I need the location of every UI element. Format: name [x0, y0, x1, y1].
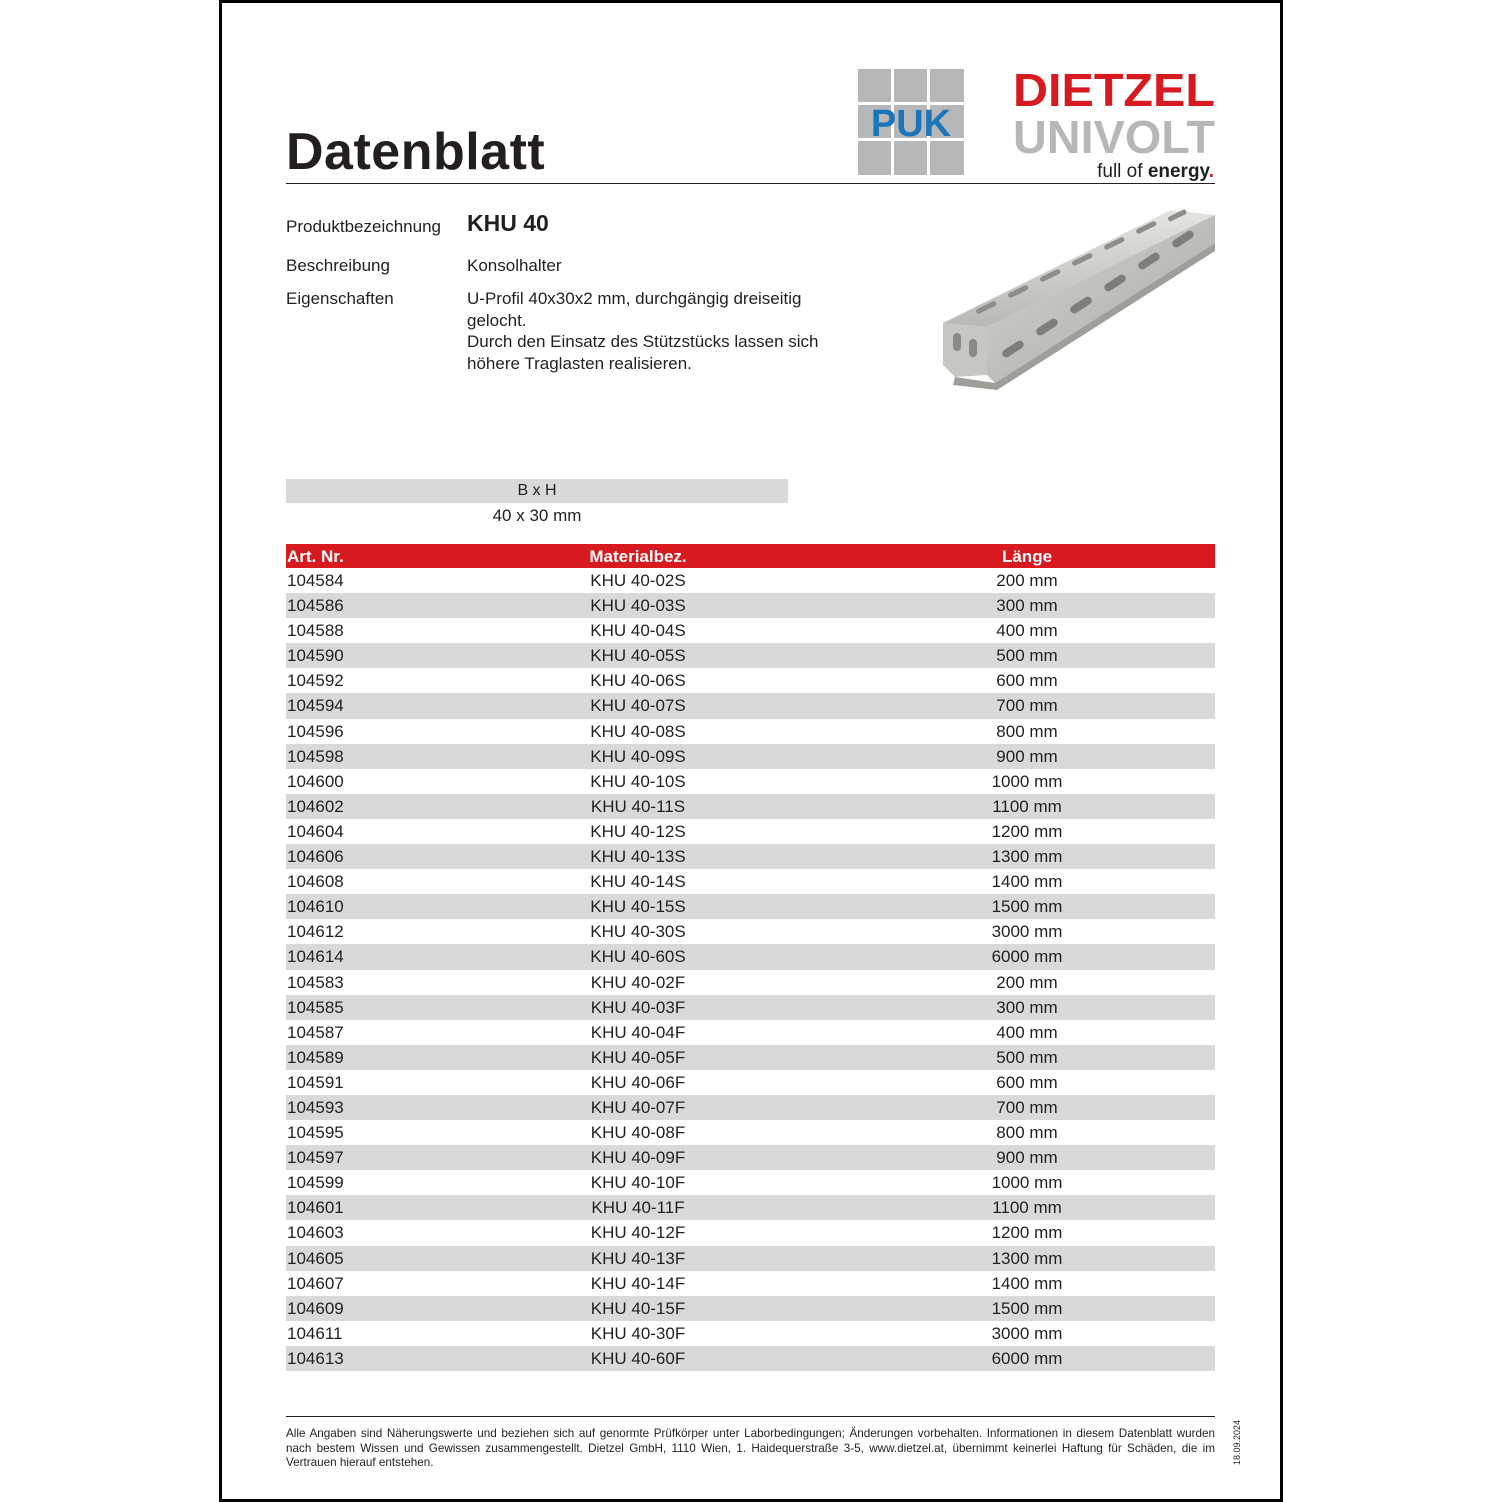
cell-length: 300 mm [996, 596, 1058, 616]
cell-length: 1500 mm [991, 897, 1063, 917]
header-length: Länge [1001, 547, 1053, 566]
cell-art-nr: 104614 [287, 947, 344, 967]
cell-length: 700 mm [996, 1097, 1058, 1117]
cell-material: KHU 40-10F [590, 1173, 686, 1193]
cell-art-nr: 104592 [287, 671, 344, 691]
cell-art-nr: 104597 [287, 1148, 344, 1168]
cell-material: KHU 40-02S [590, 571, 686, 590]
cell-material: KHU 40-09F [590, 1148, 686, 1168]
cell-length: 6000 mm [991, 947, 1063, 967]
cell-art-nr: 104591 [287, 1072, 344, 1092]
cell-length: 400 mm [996, 1022, 1058, 1042]
table-row [286, 919, 1215, 944]
cell-art-nr: 104605 [287, 1248, 344, 1268]
cell-length: 1100 mm [992, 796, 1062, 816]
cell-material: KHU 40-04F [590, 1022, 686, 1042]
table-row [286, 643, 1215, 668]
cell-length: 200 mm [996, 972, 1058, 992]
cell-material: KHU 40-10S [590, 771, 686, 791]
cell-material: KHU 40-14F [590, 1273, 686, 1293]
table-row [286, 1271, 1215, 1296]
cell-material: KHU 40-11F [591, 1198, 685, 1218]
table-row [286, 769, 1215, 794]
cell-art-nr: 104583 [287, 972, 344, 992]
table-row [286, 944, 1215, 969]
dimensions-value: 40 x 30 mm [492, 506, 582, 525]
table-row [286, 819, 1215, 844]
cell-length: 1000 mm [991, 771, 1063, 791]
properties-line: gelocht. [467, 310, 527, 330]
svg-text:full of energy. [1097, 161, 1214, 182]
dietzel-logo-text: DIETZEL [1013, 66, 1215, 116]
cell-art-nr: 104612 [287, 922, 344, 942]
cell-material: KHU 40-08F [590, 1123, 686, 1143]
cell-art-nr: 104585 [287, 997, 344, 1017]
table-header-row [286, 544, 1215, 568]
properties-line: Durch den Einsatz des Stützstücks lassen sich [467, 332, 819, 351]
table-row [286, 1296, 1215, 1321]
table-row [286, 618, 1215, 643]
table-row [286, 1120, 1215, 1145]
table-row [286, 970, 1215, 995]
cell-art-nr: 104595 [287, 1123, 344, 1143]
table-row [286, 794, 1215, 819]
cell-material: KHU 40-60F [590, 1348, 686, 1368]
puk-logo [858, 69, 964, 175]
cell-material: KHU 40-08S [590, 721, 686, 741]
cell-art-nr: 104593 [287, 1097, 344, 1117]
cell-length: 1300 mm [991, 847, 1063, 867]
document-date: 18.09.2024 [1232, 1419, 1242, 1465]
product-name-label: Produktbezeichnung [286, 217, 442, 236]
slogan-dot: . [1208, 161, 1214, 182]
table-row [286, 593, 1215, 618]
cell-material: KHU 40-06F [590, 1072, 686, 1092]
cell-art-nr: 104590 [287, 646, 344, 666]
cell-material: KHU 40-13S [590, 847, 686, 867]
table-row [286, 1170, 1215, 1195]
cell-art-nr: 104608 [287, 872, 344, 892]
slogan-prefix: full of [1097, 161, 1148, 182]
cell-art-nr: 104586 [287, 596, 344, 616]
cell-art-nr: 104613 [287, 1348, 344, 1368]
cell-length: 800 mm [996, 721, 1058, 741]
header-art-nr: Art. Nr. [287, 547, 344, 566]
cell-art-nr: 104589 [287, 1047, 344, 1067]
table-row [286, 719, 1215, 744]
cell-material: KHU 40-02F [590, 972, 686, 992]
cell-material: KHU 40-07F [590, 1097, 686, 1117]
cell-material: KHU 40-11S [590, 796, 686, 816]
cell-length: 1300 mm [991, 1248, 1063, 1268]
cell-material: KHU 40-04S [590, 621, 686, 641]
cell-length: 6000 mm [991, 1348, 1063, 1368]
cell-art-nr: 104604 [287, 821, 344, 841]
table-row [286, 995, 1215, 1020]
article-table [286, 544, 1215, 1371]
table-row [286, 1020, 1215, 1045]
table-row [286, 1246, 1215, 1271]
product-name-value: KHU 40 [467, 210, 549, 236]
cell-material: KHU 40-15F [590, 1298, 686, 1318]
header-material: Materialbez. [589, 547, 687, 566]
cell-length: 1200 mm [991, 1223, 1063, 1243]
product-image [935, 205, 1220, 395]
cell-art-nr: 104600 [287, 771, 344, 791]
cell-length: 600 mm [996, 671, 1058, 691]
properties-line: höhere Traglasten realisieren. [467, 353, 692, 373]
puk-logo-text: PUK [870, 103, 952, 145]
cell-art-nr: 104598 [287, 746, 344, 766]
cell-art-nr: 104611 [287, 1323, 343, 1343]
slogan-bold: energy [1147, 161, 1209, 182]
footer-divider [286, 1416, 1215, 1417]
cell-material: KHU 40-12F [590, 1223, 686, 1243]
cell-length: 1400 mm [991, 1273, 1063, 1293]
table-row [286, 1321, 1215, 1346]
univolt-logo-text: UNIVOLT [1013, 111, 1215, 163]
cell-material: KHU 40-05S [590, 646, 686, 666]
description-label: Beschreibung [286, 256, 390, 275]
properties-line: U-Profil 40x30x2 mm, durchgängig dreiseitig [467, 289, 802, 308]
table-row [286, 1045, 1215, 1070]
cell-material: KHU 40-30S [590, 922, 686, 942]
cell-material: KHU 40-05F [590, 1047, 686, 1067]
footer-disclaimer: Alle Angaben sind Näherungswerte und beziehen sich auf genormte Prüfkörper unter Laborbedingungen; Änderungen vorbehalten. Informationen in diesem Datenblatt wurden nach bestem Wissen und Gewissen zusammengestellt. Dietzel GmbH, 1110 Wien, 1. Haidequerstraße 3-5, www.dietzel.at, übernimmt keinerlei Haftung für Schäden, die im Vertrauen hierauf entstehen. [286, 1427, 1215, 1469]
cell-material: KHU 40-03F [590, 997, 686, 1017]
cell-material: KHU 40-03S [590, 596, 686, 616]
table-row [286, 1220, 1215, 1245]
cell-length: 600 mm [996, 1072, 1058, 1092]
table-body [286, 568, 1215, 1371]
cell-length: 900 mm [996, 1148, 1058, 1168]
cell-art-nr: 104607 [287, 1273, 344, 1293]
cell-art-nr: 104587 [287, 1022, 344, 1042]
table-row [286, 568, 1215, 593]
table-row [286, 1095, 1215, 1120]
cell-length: 1100 mm [992, 1198, 1062, 1218]
cell-material: KHU 40-12S [590, 821, 686, 841]
cell-length: 1400 mm [991, 872, 1063, 892]
cell-art-nr: 104606 [287, 847, 344, 867]
cell-material: KHU 40-06S [590, 671, 686, 691]
table-row [286, 844, 1215, 869]
table-row [286, 894, 1215, 919]
cell-art-nr: 104588 [287, 621, 344, 641]
cell-art-nr: 104596 [287, 721, 344, 741]
cell-length: 300 mm [996, 997, 1058, 1017]
cell-material: KHU 40-14S [590, 872, 686, 892]
cell-length: 1200 mm [991, 821, 1063, 841]
table-row [286, 1070, 1215, 1095]
cell-length: 3000 mm [991, 922, 1063, 942]
cell-material: KHU 40-60S [590, 947, 686, 967]
cell-art-nr: 104584 [287, 571, 344, 590]
cell-length: 200 mm [996, 571, 1058, 590]
properties-value [467, 288, 847, 374]
cell-art-nr: 104594 [287, 696, 344, 716]
table-row [286, 668, 1215, 693]
cell-length: 1000 mm [991, 1173, 1063, 1193]
cell-art-nr: 104602 [287, 796, 344, 816]
table-row [286, 693, 1215, 718]
cell-material: KHU 40-09S [590, 746, 686, 766]
cell-length: 700 mm [996, 696, 1058, 716]
cell-art-nr: 104609 [287, 1298, 344, 1318]
cell-length: 500 mm [996, 1047, 1058, 1067]
cell-length: 800 mm [996, 1123, 1058, 1143]
cell-material: KHU 40-07S [590, 696, 686, 716]
table-row [286, 1145, 1215, 1170]
page-title: Datenblatt [286, 123, 546, 181]
cell-length: 400 mm [996, 621, 1058, 641]
table-row [286, 744, 1215, 769]
table-row [286, 1346, 1215, 1371]
cell-length: 1500 mm [991, 1298, 1063, 1318]
cell-art-nr: 104601 [287, 1198, 344, 1218]
cell-material: KHU 40-15S [590, 897, 686, 917]
cell-art-nr: 104599 [287, 1173, 344, 1193]
header-divider [286, 183, 1215, 184]
description-value: Konsolhalter [467, 256, 562, 275]
cell-length: 3000 mm [991, 1323, 1063, 1343]
cell-material: KHU 40-30F [590, 1323, 686, 1343]
cell-material: KHU 40-13F [590, 1248, 686, 1268]
dimensions-header: B x H [286, 479, 788, 503]
cell-art-nr: 104603 [287, 1223, 344, 1243]
properties-label: Eigenschaften [286, 289, 394, 308]
table-row [286, 869, 1215, 894]
cell-length: 500 mm [996, 646, 1058, 666]
dietzel-univolt-logo [1012, 66, 1216, 182]
cell-art-nr: 104610 [287, 897, 344, 917]
table-row [286, 1195, 1215, 1220]
cell-length: 900 mm [996, 746, 1058, 766]
